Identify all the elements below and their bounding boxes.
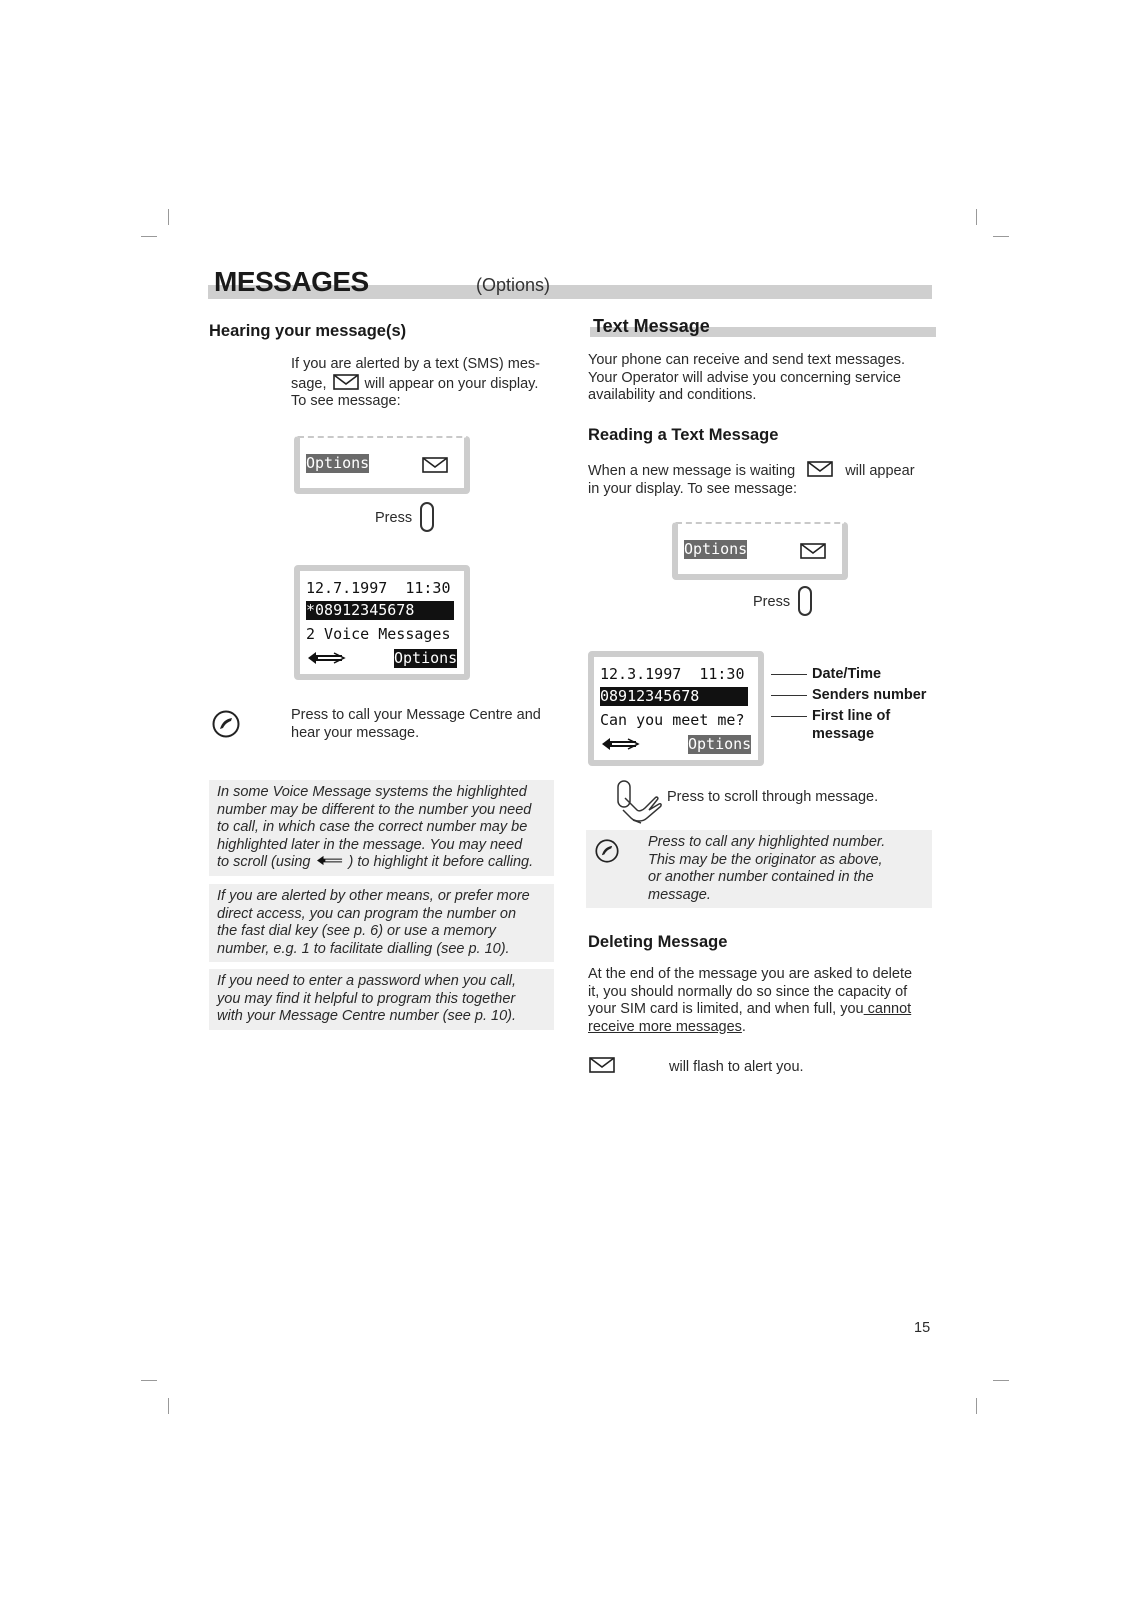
- note-call-highlighted-number: Press to call any highlighted number. This may be the originator as above, or another number contained in the message.: [586, 830, 932, 908]
- deleting-text: At the end of the message you are asked to delete it, you should normally do so since the capacity of your SIM card is limited, and when full, you cannot receive more messages.: [588, 966, 913, 1035]
- callout-line: [771, 674, 807, 675]
- hearing-heading: Hearing your message(s): [209, 322, 407, 340]
- envelope-icon: [807, 461, 833, 477]
- text-message-heading: Text Message: [593, 316, 710, 336]
- envelope-icon: [589, 1057, 615, 1073]
- crop-mark: [976, 1398, 977, 1414]
- softkey-icon[interactable]: [798, 586, 812, 616]
- scroll-arrow-icon: [600, 736, 640, 752]
- press-label: Press: [375, 510, 413, 526]
- options-softkey-label: Options: [688, 735, 752, 753]
- scroll-arrow-icon: [315, 854, 345, 867]
- callout-first-line: First line of: [812, 708, 891, 724]
- lcd-standby-display: [672, 522, 848, 580]
- callout-senders-number: Senders number: [812, 687, 927, 703]
- envelope-icon: [333, 374, 359, 390]
- reading-heading: Reading a Text Message: [588, 426, 779, 444]
- crop-mark: [976, 209, 977, 225]
- page-title: MESSAGES: [214, 266, 369, 297]
- options-softkey-label: Options: [306, 454, 370, 472]
- text-message-intro: Your phone can receive and send text messages. Your Operator will advise you concerning service availability and conditions.: [588, 352, 906, 403]
- page-subtitle: (Options): [476, 275, 551, 295]
- options-softkey-label: Options: [394, 649, 458, 667]
- callout-message: message: [812, 726, 875, 742]
- deleting-heading: Deleting Message: [588, 933, 728, 951]
- lcd-date-time: 12.3.1997 11:30: [600, 665, 745, 683]
- lcd-message-line: Can you meet me?: [600, 711, 745, 729]
- softkey-icon[interactable]: [420, 502, 434, 532]
- phone-call-icon[interactable]: [212, 710, 240, 738]
- lcd-senders-number: 08912345678: [600, 687, 748, 706]
- page-number: 15: [914, 1320, 931, 1336]
- crop-mark: [993, 236, 1009, 237]
- lcd-standby-display: [294, 436, 470, 494]
- reading-text: When a new message is waiting will appear in your display. To see message:: [588, 463, 915, 497]
- call-message-centre-text: Press to call your Message Centre and hear your message.: [291, 707, 541, 741]
- note-voice-message-systems: In some Voice Message systems the highlighted number may be different to the number you need to call, in which case the correct number may be highlighted later in the message. You may need to scroll (using ) to highlight it before calling.: [209, 780, 554, 876]
- intro-line: To see message:: [291, 393, 401, 409]
- lcd-date-time: 12.7.1997 11:30: [306, 579, 451, 597]
- callout-line: [771, 716, 807, 717]
- note-other-alert-means: If you are alerted by other means, or prefer more direct access, you can program the number on the fast dial key (see p. 6) or use a memory number, e.g. 1 to facilitate dialling (see p. 10).: [209, 884, 554, 962]
- lcd-voice-message-display: [294, 565, 470, 680]
- crop-mark: [141, 1380, 157, 1381]
- phone-call-icon: [595, 839, 619, 863]
- lcd-voice-messages: 2 Voice Messages: [306, 625, 451, 643]
- hearing-intro: [291, 356, 561, 411]
- hand-press-icon[interactable]: [617, 780, 665, 824]
- scroll-arrow-icon: [306, 650, 346, 666]
- flash-alert-text: will flash to alert you.: [669, 1059, 804, 1075]
- lcd-text-message-display: [588, 651, 764, 766]
- intro-line: If you are alerted by a text (SMS) mes-: [291, 356, 541, 372]
- note-password: If you need to enter a password when you call, you may find it helpful to program this together with your Message Centre number (see p. 10).: [209, 969, 554, 1030]
- crop-mark: [993, 1380, 1009, 1381]
- callout-date-time: Date/Time: [812, 666, 882, 682]
- options-softkey-label: Options: [684, 540, 748, 558]
- intro-line: sage, will appear on your display.: [291, 375, 539, 392]
- crop-mark: [141, 236, 157, 237]
- envelope-icon: [800, 543, 826, 559]
- press-label: Press: [753, 594, 791, 610]
- crop-mark: [168, 209, 169, 225]
- crop-mark: [168, 1398, 169, 1414]
- envelope-icon: [422, 457, 448, 473]
- callout-line: [771, 695, 807, 696]
- scroll-instruction: Press to scroll through message.: [667, 789, 879, 805]
- lcd-highlighted-number: *08912345678: [306, 601, 454, 620]
